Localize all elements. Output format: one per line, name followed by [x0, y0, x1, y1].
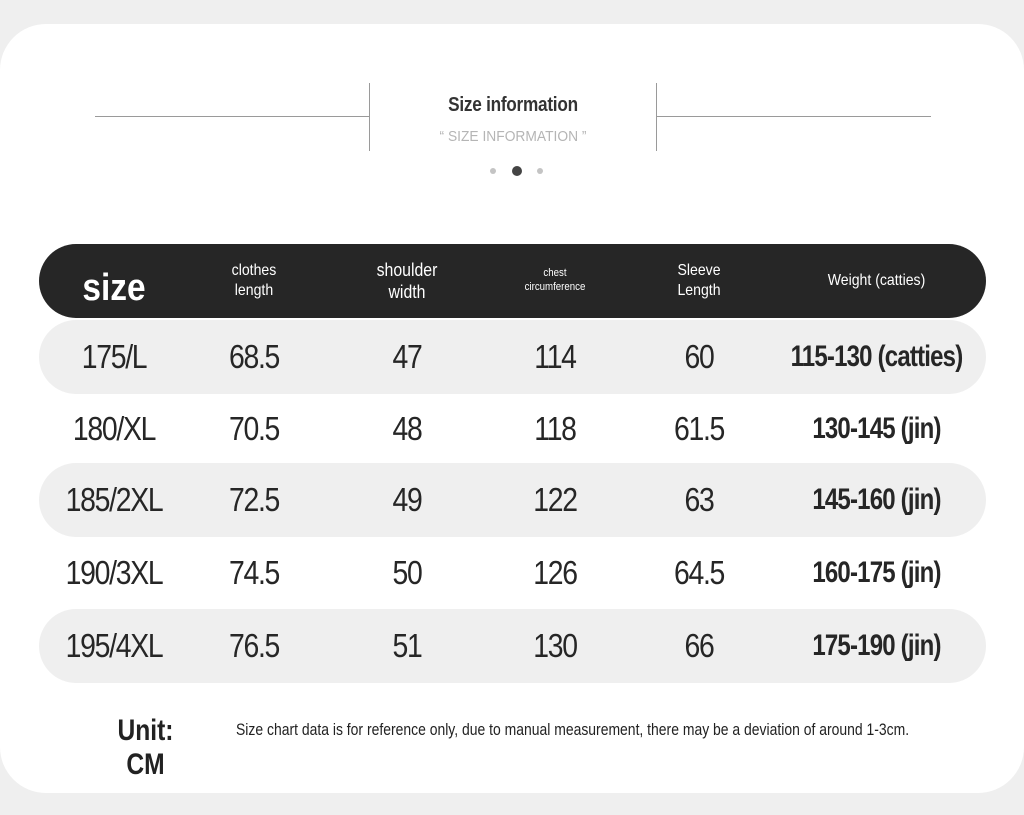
size-table-header [39, 244, 986, 318]
cell-clothes-length: 68.5 [228, 338, 280, 375]
header-shoulder-width [347, 244, 467, 318]
cell-weight: 145-160 (jin) [812, 483, 941, 516]
pager-dot [537, 168, 543, 174]
cell-sleeve-length: 63 [684, 481, 714, 518]
header-chest-circumference [497, 244, 613, 318]
header-size [48, 244, 180, 318]
header-clothes-length-line1: clothes [231, 262, 277, 279]
cell-weight: 115-130 (catties) [790, 340, 963, 373]
cell-chest: 126 [533, 554, 577, 591]
cell-shoulder-width: 47 [392, 338, 422, 375]
cell-size: 185/2XL [65, 481, 163, 518]
table-row [39, 392, 986, 466]
cell-clothes-length: 70.5 [228, 410, 280, 447]
cell-clothes-length: 72.5 [228, 481, 280, 518]
cell-sleeve-length: 61.5 [673, 410, 725, 447]
page-subtitle: “ SIZE INFORMATION ” [439, 128, 587, 145]
page-title: Size information [448, 94, 578, 116]
disclaimer-note: Size chart data is for reference only, due to manual measurement, there may be a deviation of around 1-3cm. [236, 720, 910, 739]
pager-dots [0, 164, 1024, 178]
cell-shoulder-width: 48 [392, 410, 422, 447]
header-sleeve-line2: Length [677, 282, 721, 299]
cell-shoulder-width: 50 [392, 554, 422, 591]
cell-size: 190/3XL [65, 554, 163, 591]
header-clothes-length-line2: length [234, 282, 274, 299]
table-row [39, 320, 986, 394]
cell-chest: 114 [534, 338, 576, 375]
cell-chest: 130 [533, 627, 577, 664]
cell-size: 195/4XL [65, 627, 163, 664]
cell-shoulder-width: 49 [392, 481, 422, 518]
cell-clothes-length: 74.5 [228, 554, 280, 591]
header-chest-line2: circumference [524, 281, 586, 293]
cell-clothes-length: 76.5 [228, 627, 280, 664]
header-chest-line1: chest [543, 267, 567, 280]
cell-shoulder-width: 51 [392, 627, 422, 664]
unit-label: Unit: CM [117, 714, 174, 781]
table-row [39, 463, 986, 537]
divider-tick-left [369, 83, 370, 151]
table-row [39, 609, 986, 683]
cell-size: 180/XL [72, 410, 156, 447]
pager-dot [490, 168, 496, 174]
header-sleeve-line1: Sleeve [677, 262, 721, 279]
header-size-label: size [82, 267, 146, 310]
header-weight-label: Weight (catties) [827, 272, 926, 289]
header-clothes-length [197, 244, 311, 318]
divider-line-right [656, 116, 931, 117]
cell-chest: 118 [534, 410, 576, 447]
header-shoulder-width-line1: shoulder [376, 259, 438, 280]
divider-tick-right [656, 83, 657, 151]
header-weight [782, 244, 971, 318]
header-shoulder-width-line2: width [388, 282, 426, 302]
header-sleeve-length [637, 244, 760, 318]
divider-line-left [95, 116, 369, 117]
cell-weight: 130-145 (jin) [812, 412, 941, 445]
pager-dot-active [512, 166, 522, 176]
cell-weight: 160-175 (jin) [812, 556, 941, 589]
cell-sleeve-length: 64.5 [673, 554, 725, 591]
cell-chest: 122 [533, 481, 577, 518]
cell-sleeve-length: 60 [684, 338, 714, 375]
table-row [39, 536, 986, 610]
cell-sleeve-length: 66 [684, 627, 714, 664]
cell-size: 175/L [81, 338, 147, 375]
cell-weight: 175-190 (jin) [812, 629, 941, 662]
